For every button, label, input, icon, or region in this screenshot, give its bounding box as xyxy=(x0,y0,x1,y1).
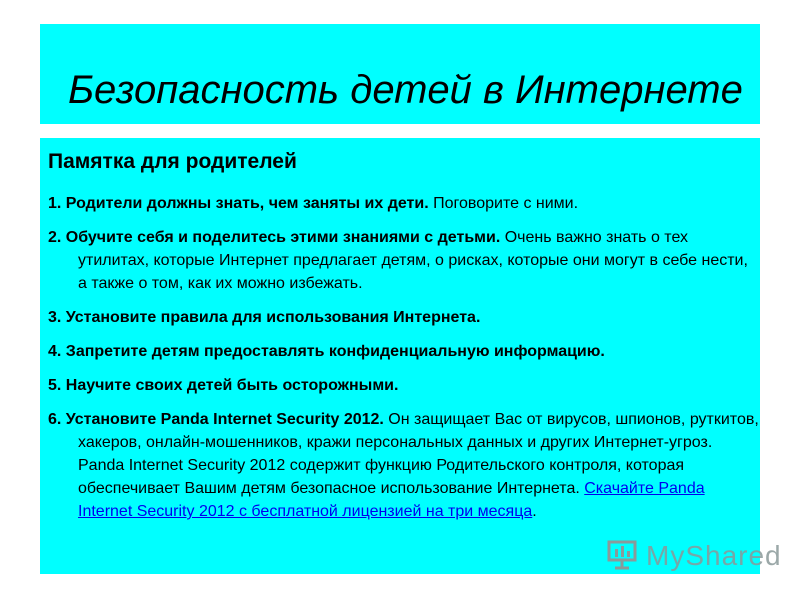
tip-item-4 xyxy=(48,340,760,363)
tip-item-3 xyxy=(48,306,760,329)
tip-item-6 xyxy=(48,408,760,523)
title-box xyxy=(40,24,760,124)
presentation-icon xyxy=(606,537,640,576)
slide-heading: Памятка для родителей xyxy=(48,150,297,173)
watermark-text: MyShared xyxy=(646,540,782,571)
tip-6-text: Он защищает Вас от вирусов, шпионов, руткитов, хакеров, онлайн-мошенников, кражи персональных данных и других Интернет-угроз. Panda Internet Security 2012 содержит функцию Родительского контроля, которая обеспечивает Вашим детям безопасное использование Интернета. xyxy=(78,411,759,497)
tip-1-text: Поговорите с ними. xyxy=(428,195,579,212)
tips-list xyxy=(48,192,760,534)
watermark xyxy=(606,536,782,576)
slide-title: Безопасность детей в Интернете xyxy=(68,68,743,112)
tip-6-bold: 6. Установите Panda Internet Security 2012. xyxy=(48,411,384,428)
tip-2-text: Очень важно знать о тех утилитах, которые Интернет предлагает детям, о рисках, которые они могут в себе нести, а также о том, как их можно избежать. xyxy=(78,229,748,292)
tip-5-bold: 5. Научите своих детей быть осторожными. xyxy=(48,377,399,394)
tip-6-tail: . xyxy=(532,503,537,520)
content-box xyxy=(40,138,760,574)
download-link[interactable]: Скачайте Panda Internet Security 2012 с бесплатной лицензией на три месяца xyxy=(78,480,705,520)
tip-item-5 xyxy=(48,374,760,397)
tip-1-bold: 1. Родители должны знать, чем заняты их дети. xyxy=(48,195,429,212)
tip-4-bold: 4. Запретите детям предоставлять конфиденциальную информацию. xyxy=(48,343,605,360)
tip-item-2 xyxy=(48,226,760,295)
tip-3-bold: 3. Установите правила для использования Интернета. xyxy=(48,309,481,326)
tip-item-1 xyxy=(48,192,760,215)
tip-2-bold: 2. Обучите себя и поделитесь этими знаниями с детьми. xyxy=(48,229,501,246)
